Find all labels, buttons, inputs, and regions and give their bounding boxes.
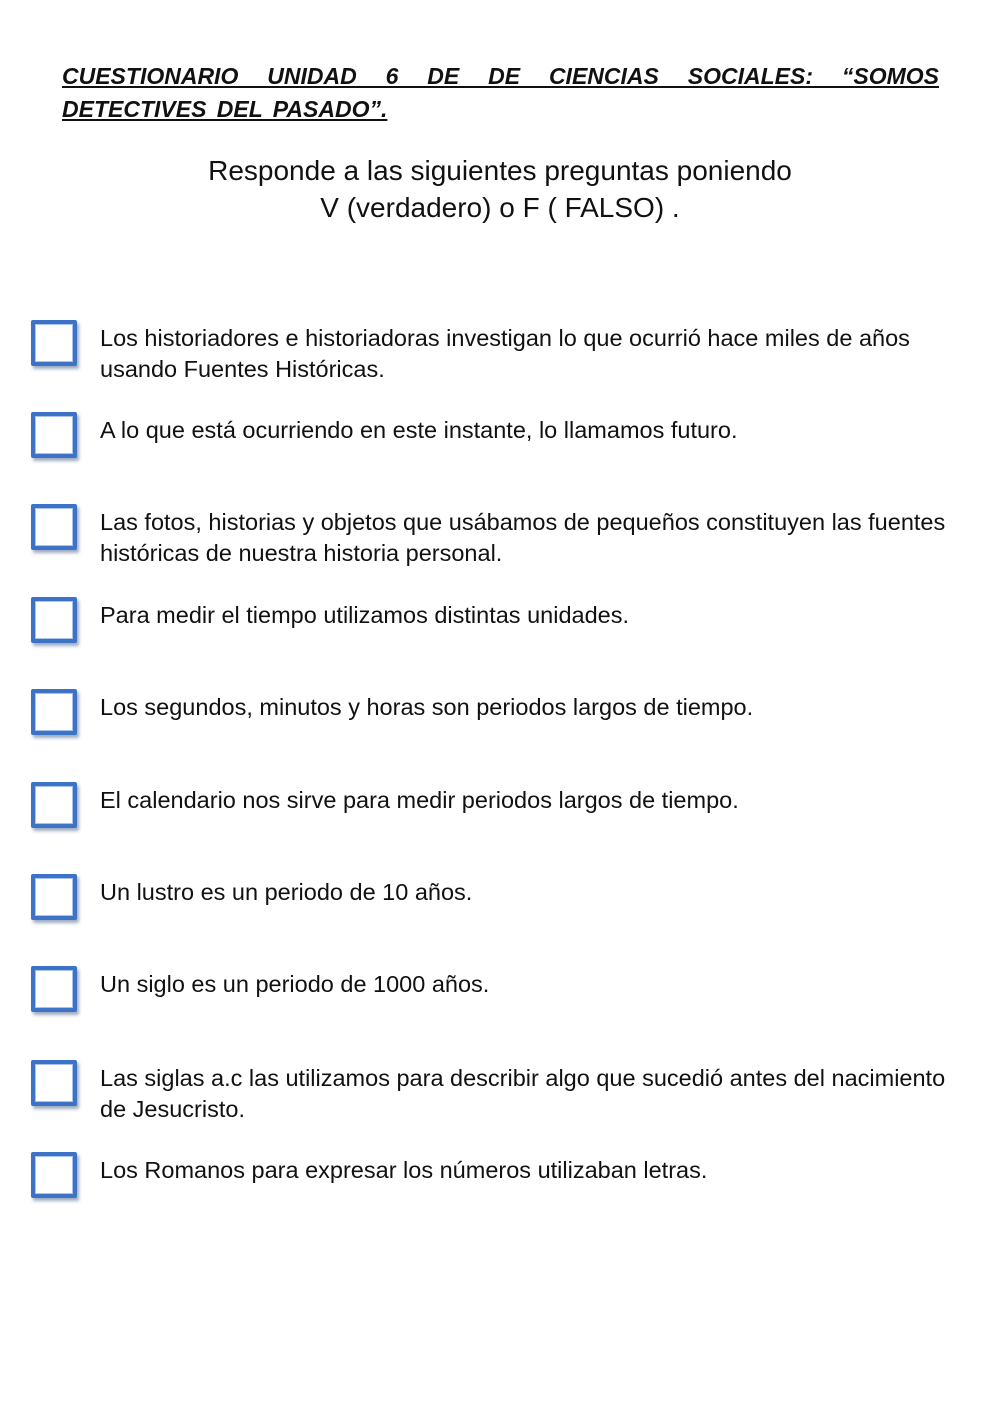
instructions-line-1: Responde a las siguientes preguntas poniendo — [208, 155, 792, 186]
question-item — [0, 504, 1000, 564]
question-text: Las fotos, historias y objetos que usábamos de pequeños constituyen las fuentes históricas de nuestra historia personal. — [100, 509, 946, 566]
question-item — [0, 597, 1000, 657]
question-text: Un siglo es un periodo de 1000 años. — [100, 971, 490, 997]
question-item — [0, 689, 1000, 749]
answer-checkbox[interactable] — [31, 966, 77, 1012]
answer-checkbox[interactable] — [31, 1060, 77, 1106]
instructions-line-2: V (verdadero) o F ( FALSO) . — [320, 192, 680, 223]
answer-checkbox[interactable] — [31, 689, 77, 735]
question-text: Las siglas a.c las utilizamos para describir algo que sucedió antes del nacimiento de Jesucristo. — [100, 1065, 946, 1122]
worksheet-title: CUESTIONARIO UNIDAD 6 DE DE CIENCIAS SOCIALES: “SOMOS DETECTIVES DEL PASADO”. — [62, 63, 939, 122]
question-item — [0, 412, 1000, 472]
answer-checkbox[interactable] — [31, 782, 77, 828]
instructions — [0, 152, 1000, 226]
answer-checkbox[interactable] — [31, 597, 77, 643]
answer-checkbox[interactable] — [31, 874, 77, 920]
question-item — [0, 320, 1000, 380]
answer-checkbox[interactable] — [31, 504, 77, 550]
question-text: Los Romanos para expresar los números utilizaban letras. — [100, 1157, 708, 1183]
question-item — [0, 782, 1000, 842]
question-text: Para medir el tiempo utilizamos distintas unidades. — [100, 602, 630, 628]
question-item — [0, 1152, 1000, 1212]
question-item — [0, 874, 1000, 934]
answer-checkbox[interactable] — [31, 412, 77, 458]
question-text: Un lustro es un periodo de 10 años. — [100, 879, 473, 905]
question-item — [0, 1060, 1000, 1120]
question-text: A lo que está ocurriendo en este instante, lo llamamos futuro. — [100, 417, 738, 443]
question-item — [0, 966, 1000, 1026]
answer-checkbox[interactable] — [31, 320, 77, 366]
answer-checkbox[interactable] — [31, 1152, 77, 1198]
question-text: Los historiadores e historiadoras investigan lo que ocurrió hace miles de años usando Fuentes Históricas. — [100, 325, 910, 382]
question-text: El calendario nos sirve para medir periodos largos de tiempo. — [100, 787, 739, 813]
question-text: Los segundos, minutos y horas son periodos largos de tiempo. — [100, 694, 754, 720]
